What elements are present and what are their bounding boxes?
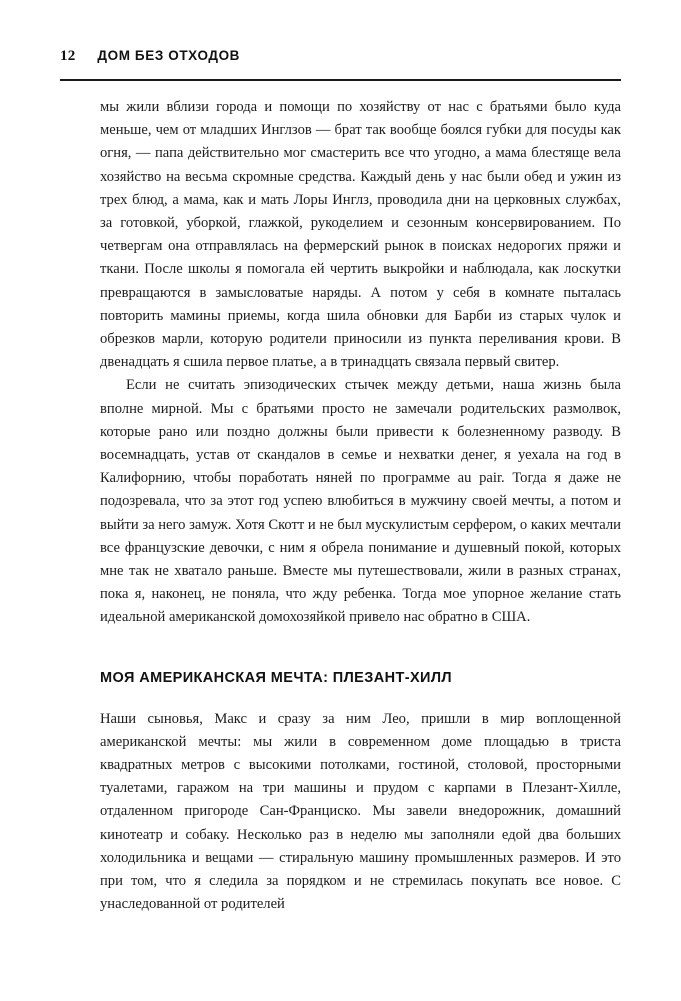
paragraph-1: мы жили вблизи города и помощи по хозяйству от нас с братьями было куда меньше, чем от младших Инглзов — брат так вообще боялся губки для посуды как огня, — папа действительно мог смастерить все что угодно, а мама блестяще вела хозяйство на весьма скромные средства. Каждый день у нас были обед и ужин из трех блюд, а мама, как и мать Лоры Инглз, проводила дни на церковных службах, за готовкой, уборкой, глажкой, рукоделием и сезонным консервированием. По четвергам она отправлялась на фермерский рынок в поисках недорогих пряжи и ткани. После школы я помогала ей чертить выкройки и наблюдала, как лоскутки превращаются в замысловатые наряды. А потом у себя в комнате пыталась повторить мамины приемы, когда шила обновки для Барби из старых чулок и обрезков марли, которую родители приносили из пункта переливания крови. В двенадцать я сшила первое платье, а в тринадцать связала первый свитер. — [100, 99, 621, 371]
paragraph-3: Наши сыновья, Макс и сразу за ним Лео, пришли в мир воплощенной американской мечты: мы жили в современном доме площадью в триста квадратных метров с высокими потолками, гостиной, столовой, просторными туалетами, гаражом на три машины и прудом с карпами в Плезант-Хилле, отдаленном пригороде Сан-Франциско. Мы завели внедорожник, домашний кинотеатр и собаку. Несколько раз в неделю мы заполняли едой два больших холодильника и вещами — стиральную машину промышленных размеров. И это при том, что я следила за порядком и не стремилась покупать все новое. С унаследованной от родителей — [100, 710, 621, 913]
paragraph-2: Если не считать эпизодических стычек между детьми, наша жизнь была вполне мирной. Мы с братьями просто не замечали родительских размолвок, которые рано или поздно должны были привести к болезненному разводу. В восемнадцать, устав от скандалов в семье и нехватки денег, я уехала на год в Калифорнию, чтобы поработать няней по программе au pair. Тогда я даже не подозревала, что за этот год успею влюбиться в мужчину своей мечты, а потом и выйти за него замуж. Хотя Скотт и не был мускулистым серфером, о каких мечтали все французские девочки, с ним я обрела понимание и душевный покой, которых мне так не хватало раньше. Вместе мы путешествовали, жили в разных странах, пока я, наконец, не поняла, что жду ребенка. Тогда мое упорное желание стать идеальной американской домохозяйкой привело нас обратно в США. — [100, 377, 621, 626]
running-title: ДОМ БЕЗ ОТХОДОВ — [97, 48, 241, 63]
section-heading: МОЯ АМЕРИКАНСКАЯ МЕЧТА: ПЛЕЗАНТ-ХИЛЛ — [100, 669, 452, 686]
page-content — [100, 96, 621, 917]
page-number: 12 — [60, 48, 76, 64]
page-header — [60, 48, 621, 65]
header-divider — [60, 79, 621, 81]
